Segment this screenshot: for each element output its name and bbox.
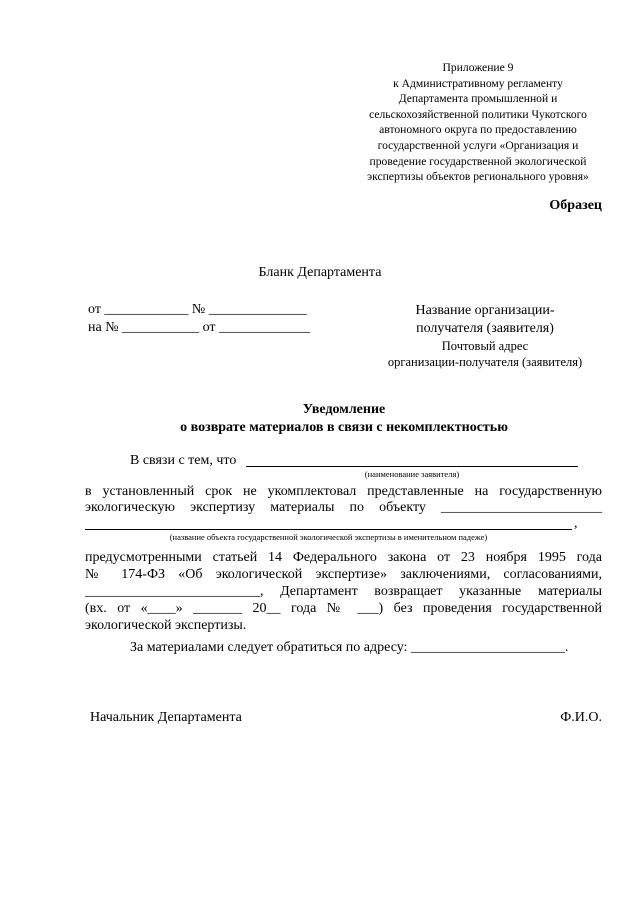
appendix-line: к Административному регламенту: [393, 76, 563, 90]
paragraph-line: № 174-ФЗ «Об экологической экспертизе» заключениями, согласованиями,: [85, 567, 602, 582]
appendix-line: экспертизы объектов регионального уровня»: [367, 170, 589, 184]
paragraph-line: (вх. от «____» _______ 20__ года № ___) без проведения государственной: [85, 601, 602, 616]
signatory-name: Ф.И.О.: [560, 710, 602, 725]
appendix-line: сельскохозяйственной политики Чукотского: [369, 107, 587, 121]
object-underline: [85, 529, 572, 530]
sample-label: Образец: [549, 198, 602, 213]
paragraph-line: экологическую экспертизу материалы по объекту _______________________: [85, 500, 602, 515]
notice-subheading: о возврате материалов в связи с некомплектностью: [180, 420, 508, 435]
appendix-block: [332, 60, 624, 185]
intro-text: В связи с тем, что: [130, 453, 237, 468]
appendix-line: автономного округа по предоставлению: [379, 123, 577, 137]
ref-line-outgoing: от ____________ № ______________: [88, 302, 307, 317]
appendix-line: государственной услуги «Организация и: [377, 138, 579, 152]
appendix-line: проведение государственной экологической: [369, 154, 587, 168]
paragraph-line: _________________________, Департамент возвращает указанные материалы: [85, 584, 602, 599]
appendix-line: Приложение 9: [442, 61, 514, 74]
applicant-caption: (наименование заявителя): [364, 469, 460, 479]
recipient-name-line: Название организации-: [415, 303, 555, 318]
applicant-underline: [246, 466, 578, 467]
blank-title: Бланк Департамента: [258, 265, 382, 280]
recipient-block: [355, 302, 615, 370]
comma: ,: [574, 516, 578, 531]
object-caption: (название объекта государственной экологической экспертизы в именительном падеже): [169, 532, 488, 542]
notice-heading: Уведомление: [302, 402, 386, 417]
appendix-line: Департамента промышленной и: [398, 92, 558, 106]
paragraph-line: в установленный срок не укомплектовал представленные на государственную: [85, 484, 602, 499]
recipient-address-line: Почтовый адрес: [441, 339, 529, 353]
recipient-address-line: организации-получателя (заявителя): [387, 355, 583, 369]
notice-title: [0, 401, 640, 437]
recipient-name-line: получателя (заявителя): [416, 321, 554, 336]
paragraph-line: предусмотренными статьей 14 Федерального закона от 23 ноября 1995 года: [85, 550, 602, 565]
paragraph-line: экологической экспертизы.: [85, 618, 247, 633]
signatory-title: Начальник Департамента: [90, 710, 242, 725]
ref-line-incoming: на № ___________ от _____________: [88, 320, 310, 335]
address-instruction: За материалами следует обратиться по адресу: ______________________.: [130, 640, 569, 655]
